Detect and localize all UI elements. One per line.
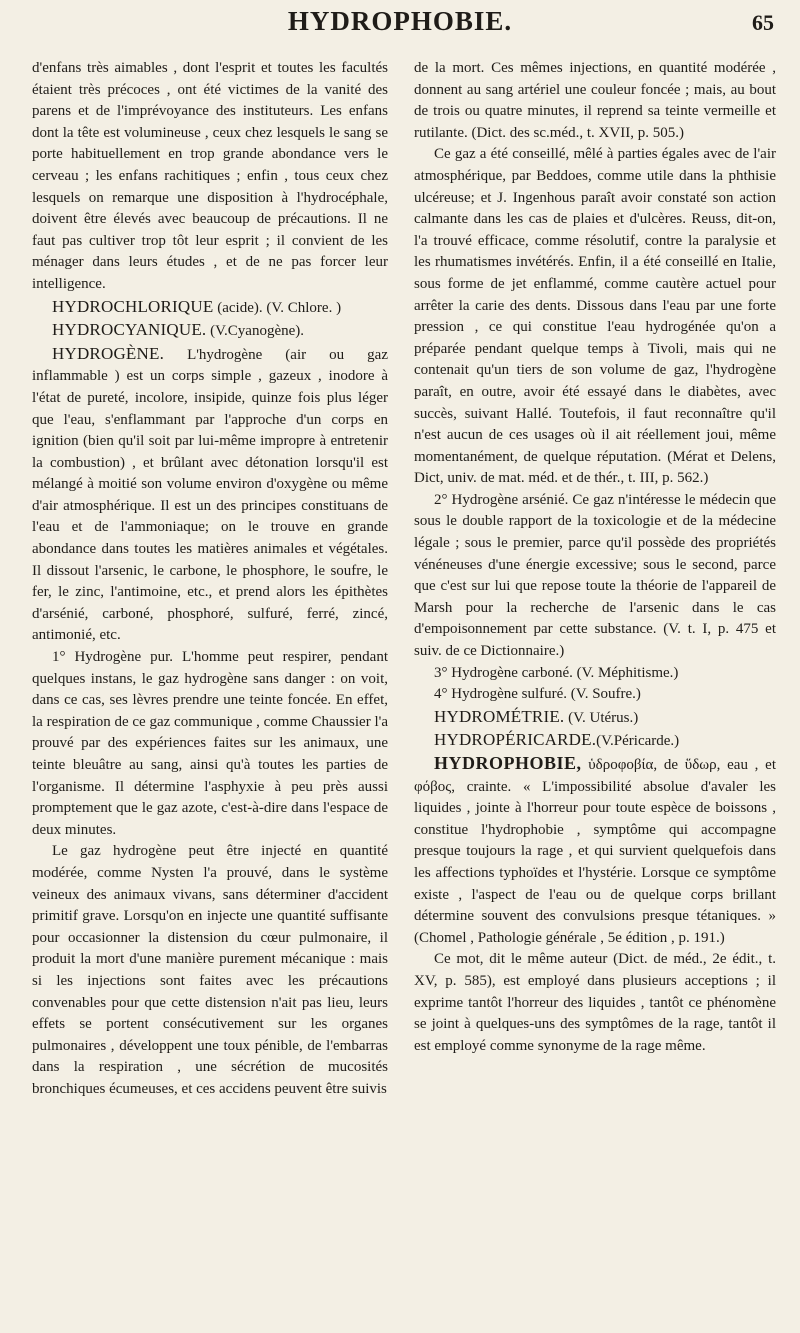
- paragraph: de la mort. Ces mêmes injections, en quantité modérée , donnent au sang artériel une couleur foncée ; mais, au bout de trois ou quatre minutes, il reprend sa teinte vermeille et rutilante. (Dict. des sc.méd., t. XVII, p. 505.): [414, 60, 776, 141]
- page-header: [0, 0, 800, 50]
- running-title: HYDROPHOBIE.: [287, 6, 513, 36]
- paragraph: Ce gaz a été conseillé, mêlé à parties égales avec de l'air atmosphérique, par Beddoes, comme utile dans la phthisie ulcéreuse; et J. Ingenhous paraît avoir constaté son action calmante dans les cas de plaies et d'ulcères. Reuss, dit-on, l'a trouvé efficace, comme résolutif, contre la paralysie et les rhumatismes invétérés. Enfin, il a été conseillé en Italie, sous forme de jet enflammé, comme cautère actuel pour arrêter la carie des dents. Dissous dans l'eau par une forte pression , ce qui constitue l'eau hydrogénée qu'on a préparée pendant quelque temps à Tivoli, mais qui ne contenait qu'un tiers de son volume de gaz, l'hydrogène paraît, en outre, avoir été essayé dans le diabètes, avec succès, suivant Hallé. Toutefois, il faut reconnaître qu'il n'est aucun de ces usages où il ait réellement joui, même momentanément, de quelque réputation. (Mérat et Delens, Dict, univ. de mat. méd. et de thér., t. III, p. 562.): [414, 146, 776, 487]
- entry-text: (V.Cyanogène).: [206, 323, 305, 340]
- entry-headword: HYDROPHOBIE,: [434, 753, 582, 773]
- entry-text: (V.Péricarde.): [596, 733, 680, 750]
- entry-headword: HYDROGÈNE.: [52, 343, 165, 363]
- entry-text: (V. Utérus.): [564, 709, 639, 726]
- dictionary-entry-hydrochlorique: [32, 296, 388, 320]
- dictionary-entry-hydropericarde: [414, 729, 776, 753]
- entry-text: L'hydrogène (air ou gaz inflammable ) est un corps simple , gazeux , inodore à l'état de pureté, incolore, insipide, quinze fois plus léger que l'eau, s'enflammant par l'approche d'un corps en ignition (bien qu'il soit par lui-même impropre à entretenir la combustion) , et brûlant avec détonation lorsqu'il est mélangé à moitié son volume environ d'oxygène ou même d'air atmosphérique. Il est un des principes constituans de l'eau et de l'ammoniaque; on le trouve en grande abondance dans toutes les matières animales et végétales. Il dissout l'arsenic, le carbone, le phosphore, le soufre, le fer, le zinc, l'antimoine, etc., et prend alors les épithètes d'arsénié, carboné, phosphoré, sulfuré, ferré, zincé, antimonié, etc.: [32, 346, 388, 644]
- left-column: [32, 58, 388, 1101]
- entry-headword: HYDROPÉRICARDE.: [434, 730, 597, 750]
- dictionary-entry-hydrophobie: [414, 753, 776, 949]
- paragraph: Ce mot, dit le même auteur (Dict. de méd., 2e édit., t. XV, p. 585), est employé dans plusieurs acceptions ; il exprime tantôt l'horreur des liquides , tantôt ce phénomène se joint à quelques-uns des symptômes de la rage, tantôt il est employé comme synonyme de la rage même.: [414, 951, 776, 1054]
- paragraph: 4° Hydrogène sulfuré. (V. Soufre.): [434, 686, 641, 703]
- paragraph: 2° Hydrogène arsénié. Ce gaz n'intéresse le médecin que sous le double rapport de la toxicologie et de la médecine légale ; sous le premier, parce qu'il possède des propriétés vénéneuses d'une énergie excessive; sous le second, parce que c'est sur lui que repose toute la théorie de l'appareil de Marsh pour la recherche de l'arsenic dans le cas d'empoisonnement par cette substance. (V. t. I, p. 475 et suiv. de ce Dictionnaire.): [414, 491, 776, 660]
- dictionary-entry-hydrometrie: [414, 706, 776, 730]
- entry-headword: HYDROCHLORIQUE: [52, 296, 214, 316]
- dictionary-entry-hydrogene: [32, 343, 388, 647]
- paragraph: d'enfans très aimables , dont l'esprit et toutes les facultés étaient très précoces , ont été victimes de la vanité des parens et de l'imprévoyance des instituteurs. Les enfans dont la tête est volumineuse , ceux chez lesquels le sang se porte habituellement en trop grande abondance vers le cerveau ; les enfans rachitiques ; enfin , tous ceux chez lesquels on remarque une disposition à l'hydrocéphale, doivent être élevés avec beaucoup de précautions. Il ne faut pas cultiver trop tôt leur esprit ; il convient de les ménager dans leurs études , et de ne pas forcer leur intelligence.: [32, 60, 388, 292]
- entry-text: ὑδροφοβία, de ὕδωρ, eau , et φόβος, crainte. « L'impossibilité absolue d'avaler les liquides , jointe à l'horreur pour toute espèce de boissons , constitue l'hydrophobie , symptôme qui accompagne presque toujours la rage , et qui survient quelquefois dans les affections typhoïdes et l'hystérie. Lorsque ce symptôme existe , l'aspect de l'eau ou de quelque corps brillant détermine souvent des convulsions presque tétaniques. » (Chomel , Pathologie générale , 5e édition , p. 191.): [414, 757, 776, 946]
- entry-text: (acide). (V. Chlore. ): [213, 299, 342, 316]
- entry-headword: HYDROCYANIQUE.: [52, 320, 207, 340]
- paragraph: 3° Hydrogène carboné. (V. Méphitisme.): [434, 664, 679, 681]
- right-column: [414, 58, 776, 1057]
- paragraph: 1° Hydrogène pur. L'homme peut respirer, pendant quelques instans, le gaz hydrogène sans danger : on voit, dans ce cas, ses lèvres prendre une teinte foncée. En effet, la respiration de ce gaz communique , comme Chaussier l'a prouvé par des expériences faites sur les animaux, une teinte bleuâtre au sang, ainsi qu'à toutes les parties de l'organisme. Il détermine l'asphyxie à peu près aussi promptement que le gaz azote, c'est-à-dire dans l'espace de deux minutes.: [32, 649, 388, 838]
- page-number: 65: [752, 10, 774, 35]
- paragraph: Le gaz hydrogène peut être injecté en quantité modérée, comme Nysten l'a prouvé, dans le système veineux des animaux vivans, sans déterminer d'accident primitif grave. Lorsqu'on en injecte une quantité suffisante pour occasionner la distension du cœur pulmonaire, il produit la mort d'une manière purement mécanique : mais si les injections sont faites avec les précautions convenables pour que cette distension n'ait pas lieu, leurs effets se portent consécutivement sur les organes pulmonaires , développent une toux pénible, de l'embarras dans la respiration , une sécrétion de mucosités bronchiques écumeuses, et ces accidens peuvent être suivis: [32, 843, 388, 1097]
- entry-headword: HYDROMÉTRIE.: [434, 706, 565, 726]
- dictionary-entry-hydrocyanique: [32, 319, 388, 343]
